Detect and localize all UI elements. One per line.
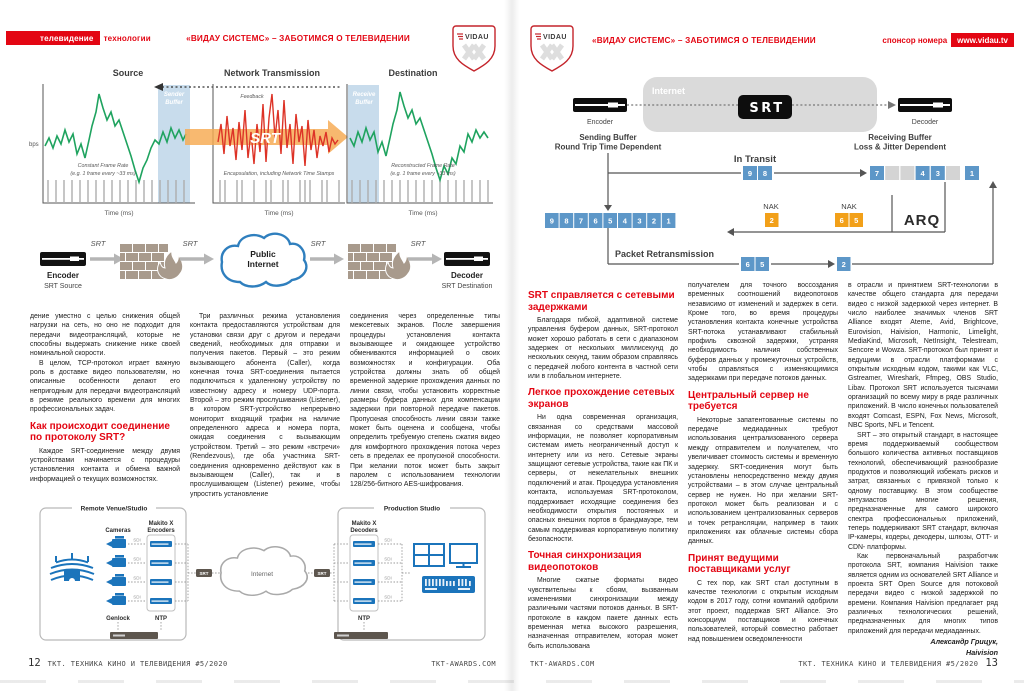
genlock-label: Genlock xyxy=(106,616,130,622)
transit-arrowhead xyxy=(860,169,867,177)
encoder-device-icon xyxy=(573,98,627,112)
srt-path-diagram xyxy=(28,228,502,310)
paragraph: С тех пор, как SRT стал доступным в качестве технологии с открытым исходным кодом в 2017 году, сотни компаний одобрили этот проект, поддержав SRT Alliance. Это консорциум поставщиков и конечных пользователей, который совместно работает над повышением осведомленности xyxy=(688,579,838,643)
sending-buffer-label-2: Round Trip Time Dependent xyxy=(554,142,662,152)
sdi-label: SDI xyxy=(133,594,141,600)
program-monitor-icon xyxy=(450,544,477,567)
paragraph: Некоторые запатентованные системы по передаче медиаданных требуют использования централизованного сервера между отправителем и получателем, что увеличивает стоимость системы и временную задержку. SRT-соединения могут быть установлены непосредственно между двумя устройствами – в этом случае центральный сервер не нужен. Но при желании SRT-протокол может быть реализован и с использованием централизованных серверов и точек ретрансляции, например в таких приложениях как облачные системы сбора данных. xyxy=(688,416,838,546)
srt-hop-label-2: SRT xyxy=(182,239,198,248)
feedback-label: Feedback xyxy=(240,94,264,100)
srt-logo-text: SRT xyxy=(749,101,785,116)
srt-hop-label-3: SRT xyxy=(310,239,326,248)
packet-number: 2 xyxy=(841,260,846,269)
author-name: Александр Грицук, xyxy=(930,637,998,647)
flow-network-title: Network Transmission xyxy=(223,68,321,78)
sending-buffer-label-1: Sending Buffer xyxy=(579,133,637,142)
section-heading: Как происходит соединение по протоколу SRT? xyxy=(30,420,170,444)
packet-number: 1 xyxy=(666,216,671,226)
packet-number: 2 xyxy=(651,216,657,226)
packet-number: 7 xyxy=(874,169,880,178)
hop-arrow-2 xyxy=(180,254,214,265)
remote-venue-title: Remote Venue/Studio xyxy=(80,505,148,513)
page-right xyxy=(512,0,1024,691)
camera-icons xyxy=(106,536,126,605)
packet-number: 4 xyxy=(622,216,627,226)
author-company: Haivision xyxy=(966,647,998,657)
packet-number: 3 xyxy=(935,169,940,178)
destination-caption-1: Reconstructed Frame Rate xyxy=(391,163,455,169)
srt-buffer-diagram xyxy=(528,72,1004,282)
arq-arrowhead xyxy=(727,228,734,236)
source-caption-2: (e.g. 1 frame every ~33 ms) xyxy=(70,171,136,177)
in-transit-label: In Transit xyxy=(733,154,777,165)
left-column-1 xyxy=(30,312,180,498)
packet-number: 2 xyxy=(769,216,774,225)
paragraph: Ни одна современная организация, связанная со средствами массовой информации, не позволяет корпоративным системам иметь неограниченный доступ к интернету или из него. Сетевые экраны защищают сетевые устройства, такие как ПК и серверы, от нежелательных внешних подключений и атак. Процедура установления контакта, используемая SRT-протоколом, поддерживает исходящие соединения без необходимости открытия постоянных и опасных внешних портов в брандмауэре, тем самым поддерживая корпоративную политику безопасности. xyxy=(528,414,678,543)
left-header-title: «ВИДАУ СИСТЕМС» – ЗАБОТИМСЯ О ТЕЛЕВИДЕНИИ xyxy=(186,34,410,43)
receive-buffer-label-2: Buffer xyxy=(355,100,373,106)
down-arrowhead xyxy=(604,205,612,211)
packet-number: 5 xyxy=(854,216,859,225)
retrans-arrowhead xyxy=(828,260,835,268)
cloud-label-2: Internet xyxy=(247,259,279,269)
section-tag xyxy=(6,31,155,45)
encoder-label: Encoder xyxy=(586,119,614,126)
hop-arrow-4 xyxy=(408,254,442,265)
nak-label-2: NAK xyxy=(841,202,857,211)
packet-number: 6 xyxy=(593,216,598,226)
ntp-server-display xyxy=(337,635,349,637)
paragraph: В целом, TCP-протокол играет важную роль в доставке видео пользователям, но описанные особенности делают его непригодным для передачи видеотрансляций в режиме реального времени для многих профессиональных задач. xyxy=(30,359,180,414)
studio-workflow-diagram xyxy=(28,498,502,650)
decoder-device-icon xyxy=(898,98,952,112)
section-heading: Принят ведущими поставщиками услуг xyxy=(688,552,791,576)
flow-source-title: Source xyxy=(112,68,144,78)
paragraph: в отрасли и принятием SRT-технологии в качестве общего стандарта для передачи видео с низкой задержкой через интернет. В число наиболее значимых членов SRT Alliance входят Ateme, Avid, Brightcove, Eurovision, Haivision, Harmonic, Limelight, MediaKind, Microsoft, NetInsight, Telestream, Sencore и Wowza. SRT-протокол был принят и ведущими в отрасли платформами с открытым исходным кодом, такими как VLC, Gstreamer, Wireshark, Ffmpeg, OBS Studio, Libav. Протокол SRT используется тысячами организаций по всему миру в ряде различных приложений. В число конечных пользователей входят Comcast, ESPN, Fox News, Microsoft, NBC Sports, NFL и Tencent. xyxy=(848,282,998,430)
left-page-footer xyxy=(28,657,496,669)
nak-label-1: NAK xyxy=(763,202,779,211)
magazine-name: ТКТ. ТЕХНИКА КИНО И ТЕЛЕВИДЕНИЯ #5/2020 xyxy=(798,660,979,668)
section-heading: SRT справляется с сетевыми задержками xyxy=(528,290,675,313)
firewall-icon-2 xyxy=(348,244,411,280)
destination-time-axis: Time (ms) xyxy=(408,210,438,217)
decoders-title-2: Decoders xyxy=(350,528,378,534)
paragraph: Многие сжатые форматы видео чувствительны к сбоям, вызванным изменениями синхронизации между различными частями потоков данных. В SRT-протоколе в каждом пакете данных есть временная метка высокого разрешения, назначенная отправителем, которая может быть использована xyxy=(528,577,678,650)
encoders-title-2: Encoders xyxy=(147,528,175,534)
network-time-axis: Time (ms) xyxy=(264,210,294,217)
packet-number: 8 xyxy=(564,216,569,226)
sender-buffer-label-2: Buffer xyxy=(165,100,183,106)
receiving-buffer-label-2: Loss & Jitter Dependent xyxy=(853,142,947,152)
srt-hop-label-4: SRT xyxy=(410,239,426,248)
sender-buffer-label-1: Sender xyxy=(163,92,185,98)
left-column-3 xyxy=(350,312,500,498)
packet-number: 9 xyxy=(747,169,753,178)
sponsor-block xyxy=(882,33,1014,47)
sdi-label: SDI xyxy=(384,556,392,562)
right-column-3 xyxy=(848,281,998,657)
packet-number: 5 xyxy=(760,260,765,269)
destination-caption-2: (e.g. 1 frame every ~33 ms) xyxy=(390,171,456,177)
decoder-label: Decoder xyxy=(911,119,939,126)
decoder-device-icon xyxy=(444,252,490,266)
packet-retransmission-label: Packet Retransmission xyxy=(615,249,715,259)
paragraph: дение уместно с целью снижения общей нагрузки на сеть, но оно не подходит для передачи видеотрансляций, которые не способны выдержать снижение ниже своей номинальной скорости. xyxy=(30,313,180,358)
packet-number: 1 xyxy=(969,169,975,178)
sdi-label: SDI xyxy=(133,537,141,543)
paragraph: соединения через определенные типы межсетевых экранов. После завершения процедуры установления контакта вызывающее и ожидающее устройство обмениваются информацией о своих возможностях и конфигурации. Оба устройства должны знать об общей временной задержке прохождения данных по линии связи, чтобы установить корректные размеры буфера данных для компенсации задержки при повторной передаче пакетов. Пропускная способность линии связи также может быть оценена и сообщена, чтобы определить требуемую степень сжатия видео для комфортного прохождения потока через сеть в пределах ее пропускной способности. При желании поток может быть закрыт паролем с использованием технологии 128/256-битного AES-шифрования. xyxy=(350,313,500,489)
ntp-right-label: NTP xyxy=(358,616,370,622)
cloud-label-1: Public xyxy=(250,249,276,259)
paragraph: Три различных режима установления контакта предоставляются устройствам для установки связи друг с другом и передачи сведений, необходимых для отправки и получения пакетов. Первый – это режим вызывающего абонента (Caller), когда конечная точка SRT-соединения пытается подключиться к удаленному устройству по известному адресу и номеру UDP-порта. Второй – это режим прослушивания (Listener), в котором SRT-устройство непрерывно мониторит входящий трафик на наличие определенного адреса и номера порта, ожидая соединения с вызывающим устройством. Третий – это режим «встречи» (Rendezvous), где оба участника SRT-соединения одновременно действуют как в вызывающем (Caller), так и в прослушивающем (Listener) режиме, чтобы упростить установление xyxy=(190,313,340,498)
magazine-name: ТКТ. ТЕХНИКА КИНО И ТЕЛЕВИДЕНИЯ #5/2020 xyxy=(47,660,228,668)
packet-number: 3 xyxy=(637,216,642,226)
source-time-axis: Time (ms) xyxy=(104,210,134,217)
magazine-site: ТКТ-AWARDS.COM xyxy=(530,660,595,668)
decoder-label: Decoder xyxy=(450,271,484,280)
bps-axis-label: bps xyxy=(29,142,39,148)
paragraph: Каждое SRT-соединение между двумя устройствами начинается с процедуры установления контакта и обмена важной информацией о текущих возможностях. xyxy=(30,447,180,483)
receive-buffer-label-1: Receive xyxy=(352,92,376,98)
flow-destination-title: Destination xyxy=(388,68,438,78)
network-frame-ticks xyxy=(220,180,339,203)
srt-hop-label-1: SRT xyxy=(90,239,106,248)
section-heading: Легкое прохождение сетевых экранов xyxy=(528,387,675,410)
hop-arrow-1 xyxy=(90,254,124,265)
packet-number: 5 xyxy=(608,216,613,226)
multiview-monitor-icon xyxy=(414,544,444,566)
packet-number: 7 xyxy=(578,216,584,226)
production-studio-title: Production Studio xyxy=(383,505,441,513)
packet-number: 4 xyxy=(920,169,925,178)
section-tag-rest: технологии xyxy=(103,33,151,43)
network-caption: Encapsulation, including Network Time Stamps xyxy=(223,171,335,177)
paragraph: получателем для точного воссоздания временных соотношений видеопотоков независимо от изменений и задержек в сети. Кроме того, во время процедуры установления контакта конечные устройства SRT-потока устанавливают стабильный профиль сквозной задержки, устраняя необходимость наличия собственных буферов данных у промежуточных устройств, чтобы справляться с изменяющимися задержками при передаче потоков данных. xyxy=(688,282,838,383)
encoder-label: Encoder xyxy=(46,271,80,280)
stream-arrowhead xyxy=(888,101,896,109)
paragraph: Благодаря гибкой, адаптивной системе управления буфером данных, SRT-протокол может хорошо работать в сети с диапазоном задержек от нескольких миллисекунд до нескольких секунд, таким образом справляясь с передачей любого контента в частной сети или в глобальном интернете. xyxy=(528,317,678,381)
right-header-title: «ВИДАУ СИСТЕМС» – ЗАБОТИМСЯ О ТЕЛЕВИДЕНИИ xyxy=(592,36,816,45)
section-heading: Центральный сервер не требуется xyxy=(688,389,809,413)
sdi-label: SDI xyxy=(133,556,141,562)
decoder-sublabel: SRT Destination xyxy=(441,283,493,290)
packet-number: 6 xyxy=(839,216,844,225)
hop-arrow-3 xyxy=(310,254,344,265)
return-arrowhead xyxy=(989,181,997,188)
arq-label: ARQ xyxy=(903,212,941,229)
encoders-title-1: Makito X xyxy=(148,521,174,527)
srt-flow-diagram xyxy=(28,66,502,228)
sdi-label: SDI xyxy=(384,594,392,600)
paragraph: SRT – это открытый стандарт, в настоящее время поддерживаемый сообществом большого количества активных поставщиков технологий, обеспечивающий разнообразие продуктов и позволяющий избежать рисков и затрат, связанных с привязкой только к одному поставщику. В этом сообществе энтузиастов многие решения, предназначенные для самого широкого спектра профессиональных приложений, теперь поддерживают SRT стандарт, включая IP-камеры, кодеры, декодеры, шлюзы, OTT- и CDN- платформы. xyxy=(848,431,998,551)
sponsor-label: спонсор номера xyxy=(882,35,948,45)
source-caption-1: Constant Frame Rate xyxy=(77,163,129,169)
right-page-footer xyxy=(530,657,998,669)
srt-badge-right-label: SRT xyxy=(317,570,327,576)
internet-label: Internet xyxy=(250,571,274,578)
sdi-label: SDI xyxy=(133,575,141,581)
right-column-2 xyxy=(688,281,838,649)
decoders-title-1: Makito X xyxy=(351,521,377,527)
cameras-label: Cameras xyxy=(105,528,131,534)
packet-number: 9 xyxy=(549,216,554,226)
sdi-links-right xyxy=(378,544,410,601)
ntp-left-label: NTP xyxy=(155,616,167,622)
right-column-1 xyxy=(528,281,678,649)
receiving-buffer-label-1: Receiving Buffer xyxy=(868,133,932,142)
badge-wordmark: VIDAU xyxy=(543,34,567,41)
sync-links-left xyxy=(118,622,161,631)
packet-number: 8 xyxy=(762,169,768,178)
sdi-links-left xyxy=(128,544,147,601)
stadium-icon xyxy=(50,553,94,581)
packet-number: 6 xyxy=(745,260,750,269)
srt-badge-left-label: SRT xyxy=(199,570,209,576)
page-number: 12 xyxy=(28,657,41,669)
section-heading: Точная синхронизация видеопотоков xyxy=(528,550,642,573)
left-column-2 xyxy=(190,312,340,498)
magazine-site: TKT-AWARDS.COM xyxy=(431,660,496,668)
sync-generator-display xyxy=(113,635,125,637)
left-page-columns xyxy=(30,312,500,498)
badge-wordmark: VIDAU xyxy=(465,34,489,41)
internet-label: Internet xyxy=(652,86,686,96)
encoder-device-icon xyxy=(40,252,86,266)
sponsor-site-link[interactable]: www.vidau.tv xyxy=(951,33,1014,47)
sdi-label: SDI xyxy=(384,537,392,543)
section-tag-highlight: телевидение xyxy=(6,31,100,45)
firewall-icon-1 xyxy=(120,244,183,280)
page-number: 13 xyxy=(985,657,998,669)
right-page-columns xyxy=(528,281,1004,657)
encoder-sublabel: SRT Source xyxy=(44,283,82,290)
sdi-label: SDI xyxy=(384,575,392,581)
srt-arrow-label: SRT xyxy=(250,130,280,147)
audio-console-icon xyxy=(422,576,475,593)
paragraph: Как первоначальный разработчик протокола SRT, компания Haivision также является одним из основателей SRT Alliance и проекта SRT Open Source для потоковой передачи видео с низкой задержкой по времени. Компания Haivision предлагает ряд различных технологических решений, предназначенных для многих типов приложений для передачи медиаданных. xyxy=(848,552,998,635)
